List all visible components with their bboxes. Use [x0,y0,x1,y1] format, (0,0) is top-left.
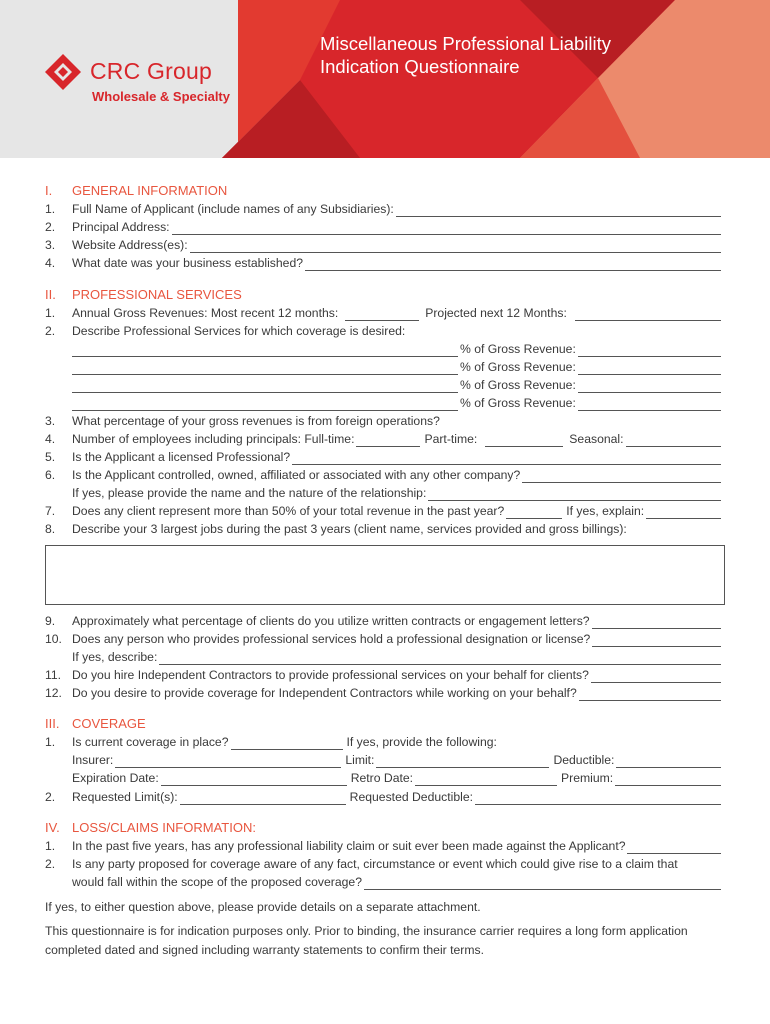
premium-label: Premium: [561,771,614,785]
service-row [45,341,725,357]
disclaimer-line-1: This questionnaire is for indication purposes only. Prior to binding, the insurance carrier requires a long form application [45,924,688,938]
s2-q6-sub-row [45,485,725,501]
s2-q7-row [45,503,725,519]
question-label: In the past five years, has any professional liability claim or suit ever been made against the Applicant? [72,839,626,853]
section-title: LOSS/CLAIMS INFORMATION: [72,820,256,835]
section-title: COVERAGE [72,716,146,731]
s1-q3-row [45,237,725,253]
question-label: What date was your business established? [72,256,304,270]
premium-field[interactable] [615,773,721,786]
website-field[interactable] [190,240,721,253]
designation-field[interactable] [592,634,721,647]
s1-q4-row [45,255,725,271]
established-date-field[interactable] [305,258,721,271]
section-1-heading [45,183,725,199]
section-number: III. [45,716,60,731]
question-label: Full Name of Applicant (include names of any Subsidiaries): [72,202,394,216]
recent-revenue-field[interactable] [345,308,419,321]
service-description-field[interactable] [72,344,458,357]
question-number: 3. [45,414,56,428]
parttime-field[interactable] [485,434,563,447]
question-number: 3. [45,238,56,252]
question-label: would fall within the scope of the proposed coverage? [72,875,362,889]
question-number: 8. [45,522,56,536]
question-number: 2. [45,324,56,338]
explain-label: If yes, explain: [566,504,645,518]
question-label: Number of employees including principals: Full-time: [72,432,355,446]
s2-q6-row [45,467,725,483]
question-number: 2. [45,857,56,871]
section-2-heading [45,287,725,303]
question-label: What percentage of your gross revenues is from foreign operations? [72,414,440,428]
s2-q5-row [45,449,725,465]
question-number: 4. [45,432,56,446]
question-number: 2. [45,790,56,804]
section-title: GENERAL INFORMATION [72,183,228,198]
pct-revenue-field[interactable] [578,398,721,411]
s2-q8-row [45,521,725,537]
question-number: 5. [45,450,56,464]
s2-q1-row [45,305,725,321]
question-label: Annual Gross Revenues: Most recent 12 months: [72,306,339,320]
principal-address-field[interactable] [172,222,721,235]
section-number: I. [45,183,53,198]
question-number: 9. [45,614,56,628]
fulltime-field[interactable] [356,434,420,447]
question-label: Is any party proposed for coverage aware of any fact, circumstance or event which could give rise to a claim that [72,857,678,871]
service-row [45,377,725,393]
pct-revenue-label: % of Gross Revenue: [460,342,576,356]
pct-revenue-label: % of Gross Revenue: [460,378,576,392]
deductible-label: Deductible: [553,753,615,767]
projected-revenue-field[interactable] [575,308,721,321]
question-label: Does any client represent more than 50% of your total revenue in the past year? [72,504,505,518]
s3-expiration-row [45,770,725,786]
affiliated-company-field[interactable] [522,470,721,483]
question-label: Do you hire Independent Contractors to provide professional services on your behalf for clients? [72,668,589,682]
limit-field[interactable] [376,755,549,768]
projected-revenue-label: Projected next 12 Months: [425,306,567,320]
question-label: Does any person who provides professional services hold a professional designation or license? [72,632,591,646]
section-number: II. [45,287,56,302]
title-line-2: Indication Questionnaire [320,56,520,77]
expiration-field[interactable] [161,773,347,786]
s4-q1-row [45,838,725,854]
question-label: If yes, describe: [72,650,158,664]
page-title [320,32,611,78]
known-circumstances-field[interactable] [364,877,721,890]
retro-label: Retro Date: [350,771,414,785]
logo-name: CRC Group [90,58,212,84]
question-label: Describe your 3 largest jobs during the past 3 years (client name, services provided and gross billings): [72,522,627,536]
question-number: 10. [45,632,62,646]
retro-field[interactable] [415,773,557,786]
question-label: Describe Professional Services for which coverage is desired: [72,324,406,338]
question-label: Approximately what percentage of clients do you utilize written contracts or engagement letters? [72,614,590,628]
question-label: Do you desire to provide coverage for Independent Contractors while working on your behalf? [72,686,577,700]
service-description-field[interactable] [72,380,458,393]
largest-jobs-textarea[interactable] [45,545,725,605]
s2-q10-row [45,631,725,647]
pct-revenue-field[interactable] [578,380,721,393]
logo-subtitle: Wholesale & Specialty [92,89,230,104]
requested-deductible-label: Requested Deductible: [349,790,473,804]
licensed-professional-field[interactable] [292,452,721,465]
s1-q2-row [45,219,725,235]
independent-contractors-field[interactable] [591,670,721,683]
s2-q3-row [45,413,725,429]
question-number: 2. [45,220,56,234]
expiration-label: Expiration Date: [72,771,159,785]
s2-q11-row [45,667,725,683]
section-number: IV. [45,820,60,835]
pct-revenue-field[interactable] [578,362,721,375]
question-number: 1. [45,202,56,216]
requested-deductible-field[interactable] [475,792,721,805]
pct-revenue-label: % of Gross Revenue: [460,360,576,374]
section-3-heading [45,716,725,732]
deductible-field[interactable] [616,755,721,768]
service-row [45,395,725,411]
seasonal-label: Seasonal: [569,432,624,446]
requested-limit-label: Requested Limit(s): [72,790,178,804]
question-number: 4. [45,256,56,270]
question-number: 12. [45,686,62,700]
s2-q4-row [45,431,725,447]
s2-q10-sub-row [45,649,725,665]
service-description-field[interactable] [72,362,458,375]
question-label: Is the Applicant a licensed Professional? [72,450,291,464]
prior-claims-field[interactable] [627,841,721,854]
s4-q2-cont-row [45,874,725,890]
question-number: 1. [45,306,56,320]
question-number: 7. [45,504,56,518]
question-label: If yes, provide the following: [346,735,497,749]
s2-q12-row [45,685,725,701]
pct-revenue-label: % of Gross Revenue: [460,396,576,410]
question-number: 11. [45,668,62,682]
section-title: PROFESSIONAL SERVICES [72,287,242,302]
insurer-field[interactable] [115,755,341,768]
title-line-1: Miscellaneous Professional Liability [320,33,612,54]
service-row [45,359,725,375]
s3-q1-row [45,734,725,750]
question-label: Is current coverage in place? [72,735,229,749]
disclaimer-line-2: completed dated and signed including warranty statements to confirm their terms. [45,943,484,957]
service-description-field[interactable] [72,398,458,411]
parttime-label: Part-time: [424,432,478,446]
contractor-coverage-field[interactable] [579,688,721,701]
question-label: Is the Applicant controlled, owned, affiliated or associated with any other company? [72,468,521,482]
s1-q1-row [45,201,725,217]
disclaimer [45,922,735,960]
section-4-heading [45,820,725,836]
question-label: If yes, please provide the name and the nature of the relationship: [72,486,427,500]
question-number: 1. [45,735,56,749]
relationship-field[interactable] [428,488,721,501]
insurer-label: Insurer: [72,753,114,767]
written-contracts-field[interactable] [592,616,721,629]
pct-revenue-field[interactable] [578,344,721,357]
s3-q2-row [45,789,725,805]
requested-limit-field[interactable] [180,792,346,805]
seasonal-field[interactable] [626,434,721,447]
crc-logo-icon [45,54,85,94]
s3-insurer-row [45,752,725,768]
question-number: 1. [45,839,56,853]
explain-field[interactable] [646,506,721,519]
question-label: Website Address(es): [72,238,188,252]
question-number: 6. [45,468,56,482]
s4-q2-row [45,856,725,872]
designation-describe-field[interactable] [159,652,721,665]
current-coverage-field[interactable] [231,737,343,750]
s2-q2-row [45,323,725,339]
major-client-field[interactable] [506,506,562,519]
attachment-note: If yes, to either question above, please provide details on a separate attachment. [45,900,481,914]
limit-label: Limit: [345,753,375,767]
applicant-name-field[interactable] [396,204,721,217]
s2-q9-row [45,613,725,629]
question-label: Principal Address: [72,220,170,234]
header-banner [0,0,770,158]
